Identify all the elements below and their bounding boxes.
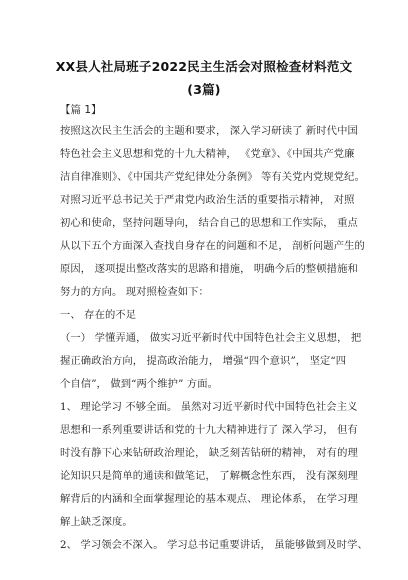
body-line: 握正确政治方向， 提高政治能力， 增强“四个意识”， 坚定“四 [60,355,347,367]
body-line: 个自信”， 做到“两个维护” 方面。 [60,378,218,390]
body-line: 2、 学习领会不深入。 学习总书记重要讲话， 虽能够做到及时学、 [60,539,368,551]
body-line: 特色社会主义思想和党的十九大精神， 《党章》、《中国共产党廉 [60,148,355,160]
body-line: 原因， 逐项提出整改落实的思路和措施， 明确今后的整顿措施和 [60,263,358,275]
body-line: 对照习近平总书记关于严肃党内政治生活的重要指示精神， 对照 [60,194,355,206]
section-heading: 一、 存在的不足 [60,309,137,321]
section-tag: 【篇 1】 [60,104,102,116]
body-line: 论知识只是简单的通读和做笔记， 了解概念性东西， 没有深刻理 [60,470,358,482]
body-line: 努力的方向。 现对照检查如下： [60,286,209,298]
body-line: 思想和一系列重要讲话和党的十九大精神进行了 深入学习， 但有 [60,424,358,436]
document-subtitle: (3篇) [187,82,221,97]
body-line: 初心和使命，坚持问题导向， 结合自己的思想和工作实际， 重点 [60,217,358,229]
body-line: （一） 学懂弄通， 做实习近平新时代中国特色社会主义思想， 把 [60,332,362,344]
document-title: XX县人社局班子2022民主生活会对照检查材料范文 [55,59,353,74]
body-line: 1、 理论学习 不够全面。 虽然对习近平新时代中国特色社会主义 [60,401,358,413]
body-line: 洁自律准则》、《中国共产党纪律处分条例》 等有关党内党规党纪。 [60,171,365,183]
body-line: 时没有静下心来钻研政治理论， 缺乏刻苦钻研的精神， 对有的理 [60,447,358,459]
body-line: 从以下五个方面深入查找自身存在的问题和不足， 剖析问题产生的 [60,240,365,252]
body-line: 按照这次民主生活会的主题和要求， 深入学习研读了 新时代中国 [60,125,358,137]
body-line: 解背后的内涵和全面掌握理论的基本观点、 理论体系， 在学习理 [60,493,358,505]
body-line: 解上缺乏深度。 [60,516,133,528]
